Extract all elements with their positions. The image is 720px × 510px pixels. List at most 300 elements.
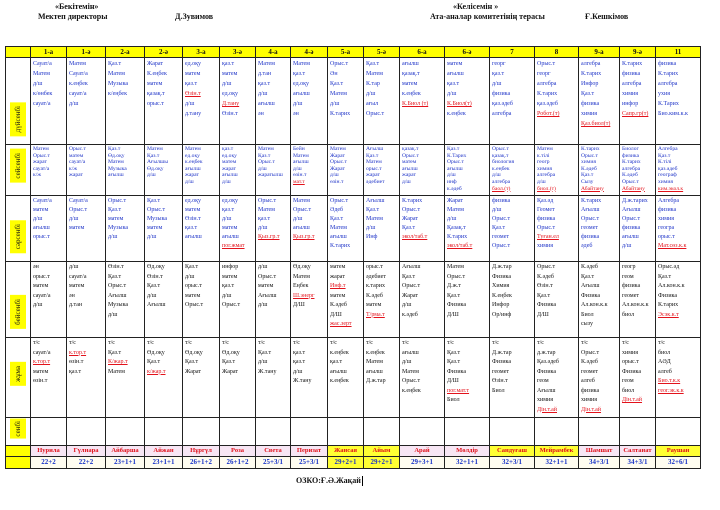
lesson-item: К.тарих	[658, 71, 679, 77]
lesson-item: Жарат	[402, 292, 419, 299]
lesson-item: Т/рма.т	[366, 311, 385, 318]
weekly-hours: 32+3/1	[490, 457, 535, 469]
lesson-cell	[256, 196, 291, 262]
lesson-list	[69, 419, 104, 445]
lesson-item: матем	[69, 152, 84, 159]
day-row	[6, 145, 701, 196]
lesson-item: Бейн	[293, 146, 305, 152]
lesson-cell	[67, 196, 106, 262]
lesson-list	[492, 197, 533, 261]
lesson-item: т/с	[447, 340, 454, 346]
lesson-item: физика	[581, 234, 600, 240]
lesson-item: Эсэк.к.т	[658, 311, 679, 318]
lesson-list	[492, 419, 533, 445]
class-header: 9-ә	[620, 47, 656, 58]
lesson-cell	[490, 262, 535, 338]
lesson-item: Қаз.т	[147, 198, 161, 204]
lesson-cell	[656, 262, 701, 338]
day-label: сәрсенбі	[10, 220, 26, 253]
lesson-item: ағылш	[258, 101, 275, 107]
lesson-item: геогра	[658, 225, 675, 231]
lesson-item: Матем	[330, 225, 347, 231]
lesson-item: Орыс.т	[447, 159, 464, 166]
lesson-list	[537, 59, 577, 144]
signature-text: ОЗКО:Ғ.Ә.Жақай	[296, 476, 361, 485]
day-label-cell	[6, 262, 31, 338]
teacher-name: Нурила	[31, 446, 67, 457]
lesson-item: ән	[293, 111, 299, 117]
class-header: 6-а	[400, 47, 445, 58]
teacher-name: Сандуғаш	[490, 446, 535, 457]
lesson-item: т/с	[366, 340, 373, 346]
lesson-item: матем	[366, 302, 382, 308]
weekly-hours: 26+1+2	[220, 457, 256, 469]
lesson-cell	[535, 262, 579, 338]
lesson-item: д.ж.тар	[537, 349, 556, 356]
lesson-item: физика	[537, 216, 556, 222]
lesson-list	[366, 263, 398, 337]
lesson-item: Мат.сөз.к.к	[658, 243, 687, 249]
lesson-cell	[400, 418, 445, 446]
lesson-item: Музыка	[108, 302, 129, 308]
lesson-item: Өзін.т	[222, 111, 238, 117]
lesson-item: Қаз.т	[330, 216, 344, 222]
lesson-cell	[620, 262, 656, 338]
lesson-item: к.тор.т	[33, 359, 51, 365]
lesson-item: К.әдеб	[622, 172, 638, 179]
lesson-item: химия	[622, 349, 638, 356]
lesson-item: ән	[69, 292, 75, 299]
lesson-item: қаз.т	[330, 359, 343, 365]
lesson-list	[222, 419, 254, 445]
teacher-name: Шамшат	[579, 446, 620, 457]
lesson-item: ким.экол.к	[658, 185, 684, 192]
lesson-item: матем	[147, 81, 163, 87]
lesson-item: т/с	[258, 340, 265, 346]
lesson-item: Орыс.т	[258, 273, 277, 280]
lesson-item: Д/Ш	[330, 311, 342, 318]
class-header: 9-а	[579, 47, 620, 58]
lesson-list	[492, 263, 533, 337]
class-header-row	[6, 47, 701, 58]
lesson-item: алгебра	[492, 111, 512, 117]
lesson-item: Орыс.т	[402, 152, 419, 159]
class-header: 3-а	[183, 47, 220, 58]
lesson-item: Қаз.т	[108, 349, 122, 356]
lesson-item: Дін.т.ай	[537, 406, 558, 413]
lesson-cell	[400, 145, 445, 196]
lesson-item: алгебра	[581, 61, 601, 67]
lesson-item: Музыка	[147, 216, 168, 222]
lesson-item: ән	[33, 264, 39, 270]
lesson-cell	[620, 418, 656, 446]
lesson-item: д/ш	[185, 101, 195, 107]
lesson-cell	[256, 145, 291, 196]
lesson-item: қаз.т	[258, 216, 271, 222]
lesson-item: Қаз.т	[147, 283, 161, 289]
lesson-item: Химия	[492, 283, 510, 289]
lesson-item: ед.оқу	[185, 152, 200, 159]
lesson-item: Матем	[108, 368, 125, 375]
lesson-list	[402, 59, 443, 144]
day-label: дүйсенбі	[10, 102, 26, 136]
lesson-item: Алгебра	[658, 198, 680, 204]
lesson-cell	[490, 145, 535, 196]
lesson-cell	[291, 418, 328, 446]
lesson-item: Ағылш	[581, 283, 600, 289]
lesson-cell	[579, 58, 620, 145]
lesson-item: химия	[581, 397, 597, 403]
teacher-name: Салтанат	[620, 446, 656, 457]
class-header: 1-а	[31, 47, 67, 58]
lesson-list	[492, 339, 533, 417]
lesson-item: Қыз.гр.т	[293, 234, 315, 240]
lesson-item: Дін.т.ай	[622, 397, 643, 403]
lesson-item: Матем	[108, 159, 124, 166]
lesson-cell	[145, 145, 183, 196]
lesson-item: қаз.әдеб	[492, 101, 513, 107]
lesson-item: Орыс.т	[537, 264, 556, 270]
lesson-list	[33, 339, 65, 417]
lesson-item: К.Биол (т)	[402, 101, 429, 107]
lesson-item: к/ж	[69, 165, 78, 172]
lesson-item: жарат	[69, 172, 83, 179]
lesson-item: геомет	[622, 292, 640, 299]
lesson-item: Жарат	[222, 368, 239, 375]
lesson-list	[147, 263, 181, 337]
lesson-item: сауат/а	[69, 273, 87, 280]
timetable-body	[6, 47, 701, 469]
lesson-item: д/ш	[258, 225, 268, 231]
lesson-cell	[579, 262, 620, 338]
lesson-item: ағылш	[330, 234, 347, 240]
lesson-item: д/ш	[147, 172, 156, 179]
lesson-item: матем	[222, 159, 237, 166]
lesson-list	[402, 339, 443, 417]
lesson-item: к/еңбек	[108, 91, 128, 97]
lesson-item: Ағылш	[258, 292, 277, 299]
lesson-item: ед.оқу	[222, 91, 239, 97]
lesson-item: матем	[33, 283, 49, 289]
lesson-cell	[656, 145, 701, 196]
lesson-item: қазақ.т	[492, 152, 509, 159]
lesson-item: д/ш	[69, 264, 79, 270]
lesson-cell	[535, 145, 579, 196]
lesson-list	[658, 197, 699, 261]
lesson-item: биология	[492, 159, 515, 166]
lesson-item: химия	[537, 243, 553, 249]
lesson-item: ухия	[658, 91, 670, 97]
lesson-list	[147, 146, 181, 195]
lesson-item: Музыка	[108, 81, 129, 87]
lesson-item: Орыс.т	[537, 225, 556, 231]
lesson-item: Матем	[258, 146, 274, 152]
lesson-item: биол	[622, 387, 635, 394]
lesson-item: д/ш	[185, 178, 194, 185]
lesson-item: Қаз.т	[108, 207, 122, 213]
lesson-item: Д/Ш	[447, 378, 459, 384]
lesson-item: Қаз.т	[581, 91, 595, 97]
lesson-item: қаз.т	[185, 225, 198, 231]
teacher-name: Арай	[400, 446, 445, 457]
lesson-item: химия	[658, 178, 673, 185]
lesson-item: Қаз.т	[492, 225, 506, 231]
lesson-list	[581, 197, 618, 261]
lesson-item: Сауат/а	[69, 198, 88, 204]
lesson-item: д/ш	[108, 311, 118, 318]
lesson-item: к.тілі	[537, 152, 550, 159]
lesson-cell	[220, 418, 256, 446]
lesson-cell	[656, 418, 701, 446]
lesson-item: матем	[222, 273, 238, 280]
lesson-list	[69, 339, 104, 417]
lesson-item: т/с	[658, 340, 665, 346]
lesson-item: Инф	[366, 234, 378, 240]
lesson-cell	[67, 418, 106, 446]
lesson-item: д/ш	[330, 172, 339, 179]
lesson-item: матем	[222, 71, 238, 77]
teacher-name: Роза	[220, 446, 256, 457]
lesson-item: орыс.т	[658, 234, 675, 240]
lesson-item: Қаз.т	[402, 273, 416, 280]
weekly-hours: 29+2+1	[364, 457, 400, 469]
lesson-item: Инф.т	[330, 283, 346, 289]
lesson-item: Д/Ш	[293, 302, 305, 308]
lesson-item: д/ш	[402, 302, 412, 308]
lesson-list	[69, 59, 104, 144]
lesson-item: Қаз.т	[147, 359, 161, 365]
lesson-item: Матем	[366, 216, 383, 222]
lesson-cell	[400, 196, 445, 262]
class-header: 6-ә	[445, 47, 490, 58]
lesson-item: Жарат	[330, 165, 345, 172]
lesson-item: ағылш	[293, 91, 310, 97]
lesson-item: Матем	[537, 146, 553, 152]
lesson-item: Матем	[330, 146, 346, 152]
lesson-item: т/с	[33, 340, 40, 346]
lesson-item: алгебра	[658, 81, 678, 87]
lesson-item: физика	[581, 387, 600, 394]
lesson-item: орыс.т	[33, 234, 50, 240]
lesson-item: К.еңбек	[147, 71, 167, 77]
lesson-item: К.тарих	[402, 198, 423, 204]
lesson-list	[402, 263, 443, 337]
lesson-list	[147, 59, 181, 144]
class-header: 4-ә	[291, 47, 328, 58]
lesson-item: жарат	[402, 172, 416, 179]
lesson-item: геог.эк.к.к	[658, 387, 684, 394]
lesson-cell	[183, 196, 220, 262]
lesson-item: Өд.оқу	[222, 349, 240, 356]
lesson-item: қаз.т	[222, 283, 235, 289]
lesson-item: Физика	[537, 368, 557, 375]
class-header: 1-ә	[67, 47, 106, 58]
lesson-item: Матем	[108, 71, 125, 77]
lesson-item: Қаз.т	[258, 152, 271, 159]
lesson-item: Ағылш	[366, 146, 384, 152]
lesson-item: матем	[185, 71, 201, 77]
lesson-item: Орыс.т	[402, 283, 421, 289]
lesson-cell	[656, 196, 701, 262]
lesson-item: Орыс.т	[330, 61, 349, 67]
lesson-cell	[328, 196, 364, 262]
lesson-item: Орыс.т	[33, 152, 50, 159]
lesson-item: Орыс.т	[537, 61, 556, 67]
lesson-item: Физика	[581, 292, 601, 299]
lesson-item: Ағылш	[402, 264, 421, 270]
class-teacher-row	[6, 446, 701, 457]
lesson-item: Робот.(т)	[537, 111, 560, 117]
lesson-item: Матем	[402, 368, 419, 375]
lesson-item: жас.зерт	[330, 321, 352, 327]
lesson-item: ағылш	[402, 61, 419, 67]
lesson-item: сауат/а	[33, 101, 51, 107]
lesson-item: Д.ж.тарих	[622, 198, 648, 204]
lesson-item: д/ш	[33, 216, 43, 222]
lesson-item: Қаз.т	[185, 264, 199, 270]
lesson-item: Қаз.т	[108, 146, 121, 152]
lesson-list	[147, 197, 181, 261]
lesson-item: д/ш	[537, 178, 546, 185]
day-label-cell	[6, 418, 31, 446]
lesson-item: Матем	[447, 264, 464, 270]
lesson-item: Қаз.т	[185, 359, 199, 365]
lesson-cell	[535, 196, 579, 262]
lesson-cell	[106, 145, 145, 196]
lesson-list	[366, 146, 398, 195]
lesson-item: Жарат	[330, 152, 345, 159]
lesson-item: Д.ж.т	[447, 283, 461, 289]
class-header: 4-а	[256, 47, 291, 58]
lesson-item: Қаз.т	[402, 225, 416, 231]
lesson-item: к/өнбек	[33, 91, 53, 97]
lesson-item: Сауат/а	[69, 71, 88, 77]
lesson-item: орыс.т	[33, 273, 50, 280]
lesson-item: К.Биол(т)	[447, 101, 472, 107]
lesson-list	[658, 339, 699, 417]
lesson-item: өзін.т	[69, 359, 84, 365]
lesson-item: Орыс.т	[402, 378, 421, 384]
lesson-item: Матем	[447, 207, 464, 213]
lesson-item: алгеб	[581, 378, 595, 384]
lesson-list	[330, 197, 362, 261]
lesson-list	[366, 339, 398, 417]
lesson-item: Орыс.т	[581, 216, 600, 222]
lesson-list	[222, 197, 254, 261]
lesson-item: Ш.энерг	[293, 292, 315, 299]
lesson-item: биол	[658, 349, 671, 356]
lesson-item: геом	[622, 273, 634, 280]
lesson-item: д/ш	[222, 216, 232, 222]
lesson-list	[330, 59, 362, 144]
lesson-item: орыс.т	[147, 101, 164, 107]
lesson-item: биол.(т)	[537, 185, 556, 192]
lesson-cell	[220, 262, 256, 338]
lesson-list	[622, 419, 654, 445]
lesson-list	[293, 263, 326, 337]
class-header: 8	[535, 47, 579, 58]
lesson-cell	[579, 196, 620, 262]
day-row	[6, 196, 701, 262]
lesson-item: мат.т	[293, 178, 305, 185]
lesson-list	[258, 146, 289, 195]
lesson-list	[222, 263, 254, 337]
teacher-name: Перизат	[291, 446, 328, 457]
teacher-row-label-cell	[6, 446, 31, 457]
lesson-cell	[445, 145, 490, 196]
lesson-list	[447, 419, 488, 445]
lesson-item: АӘД	[658, 359, 671, 365]
lesson-item: к.еңбек	[402, 387, 421, 394]
lesson-cell	[67, 338, 106, 418]
class-header: 2-а	[106, 47, 145, 58]
lesson-list	[33, 197, 65, 261]
lesson-item: георг	[492, 61, 506, 67]
lesson-list	[581, 419, 618, 445]
lesson-item: д/ш	[330, 101, 340, 107]
lesson-cell	[620, 58, 656, 145]
lesson-list	[258, 339, 289, 417]
lesson-item: д/ш	[108, 234, 118, 240]
committee-chair-name: Ғ.Кешкімов	[585, 12, 629, 21]
lesson-item: д/ш	[147, 292, 157, 299]
lesson-item: К.әдеб	[537, 273, 554, 280]
class-header: 2-ә	[145, 47, 183, 58]
lesson-item: Биолог	[622, 146, 639, 152]
lesson-list	[258, 419, 289, 445]
lesson-item: Геомет	[537, 207, 555, 213]
lesson-list	[330, 263, 362, 337]
lesson-item: Орыс.т	[366, 111, 385, 117]
lesson-item: Д.тану	[222, 101, 240, 107]
lesson-item: Өд.оқу	[185, 349, 203, 356]
lesson-item: Орыс.т	[581, 349, 600, 356]
lesson-item: К/жар.т	[108, 359, 128, 365]
lesson-item: Био.т.к.к	[658, 378, 681, 384]
lesson-item: әдебиет	[366, 178, 385, 185]
lesson-cell	[490, 338, 535, 418]
lesson-item: Қаз.биол(т)	[581, 121, 611, 127]
lesson-item: т/с	[581, 340, 588, 346]
lesson-item: химия	[581, 159, 596, 166]
lesson-cell	[220, 338, 256, 418]
lesson-item: д/ш	[147, 234, 157, 240]
lesson-item: Физика	[658, 292, 678, 299]
lesson-list	[33, 419, 65, 445]
lesson-item: Жарат	[147, 61, 164, 67]
class-header: 5-а	[328, 47, 364, 58]
lesson-item: Физика	[492, 273, 512, 280]
lesson-item: алгебра	[622, 165, 641, 172]
lesson-cell	[291, 58, 328, 145]
lesson-item: қаз.әдеб	[537, 101, 558, 107]
weekly-hours: 34+3/1	[620, 457, 656, 469]
lesson-list	[402, 419, 443, 445]
lesson-item: Өзін.т	[108, 264, 124, 270]
lesson-list	[537, 146, 577, 195]
lesson-list	[622, 59, 654, 144]
lesson-cell	[364, 262, 400, 338]
lesson-item: к.еңбек	[69, 81, 88, 87]
lesson-item: Орыс.т	[447, 273, 466, 280]
lesson-item: К.тар	[366, 81, 380, 87]
lesson-item: Қаз.т	[658, 273, 672, 280]
lesson-cell	[620, 338, 656, 418]
lesson-list	[537, 197, 577, 261]
lesson-item: д/ш	[366, 91, 376, 97]
lesson-cell	[256, 58, 291, 145]
lesson-item: матем	[447, 61, 463, 67]
